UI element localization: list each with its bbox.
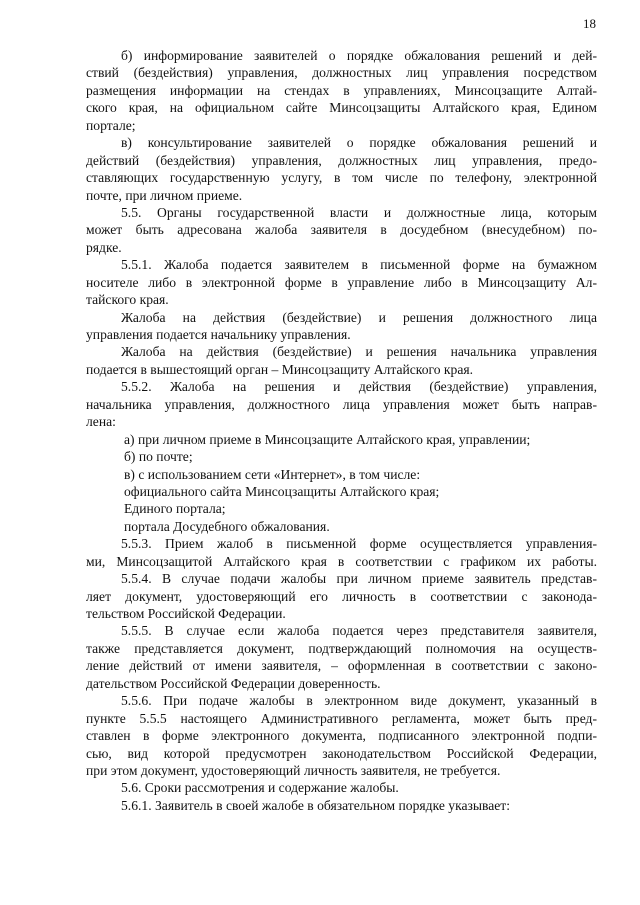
- text-line: портала Досудебного обжалования.: [124, 518, 330, 534]
- text-line: 5.5. Органы государственной власти и должностные лица, которым: [121, 204, 597, 220]
- text-line: 5.5.5. В случае если жалоба подается через представителя заявителя,: [121, 623, 597, 639]
- text-line: сью, вид которой предусмотрен законодательством Российской Федерации,: [86, 745, 597, 761]
- text-line: ствий (бездействия) управления, должностных лиц управления посредством: [86, 65, 597, 81]
- text-line: б) по почте;: [124, 449, 193, 465]
- text-line: рядке.: [86, 239, 122, 255]
- text-line: ставлен в форме электронного документа, подписанного электронной подпи-: [86, 728, 597, 744]
- text-line: лена:: [86, 414, 116, 430]
- text-line: ми, Минсоцзащитой Алтайского края в соответствии с графиком их работы.: [86, 553, 597, 569]
- text-line: также представляется документ, подтверждающий полномочия на осуществ-: [86, 640, 597, 656]
- text-line: пункте 5.5.5 настоящего Административного регламента, может быть пред-: [86, 710, 597, 726]
- text-line: Жалоба на действия (бездействие) и решения начальника управления: [121, 344, 597, 360]
- text-line: подается в вышестоящий орган – Минсоцзащиту Алтайского края.: [86, 361, 474, 377]
- text-line: дательством Российской Федерации доверенность.: [86, 675, 381, 691]
- text-line: размещения информации на стендах в управлениях, Минсоцзащите Алтай-: [86, 82, 597, 98]
- text-line: начальника управления, должностного лица управления может быть направ-: [86, 396, 597, 412]
- text-line: в) с использованием сети «Интернет», в том числе:: [124, 466, 421, 482]
- text-line: 5.6. Сроки рассмотрения и содержание жалобы.: [121, 780, 399, 796]
- text-line: действий (бездействия) управления, должностных лиц управления, предо-: [86, 152, 597, 168]
- text-line: 5.5.1. Жалоба подается заявителем в письменной форме на бумажном: [121, 257, 597, 273]
- text-line: почте, при личном приеме.: [86, 187, 243, 203]
- text-line: в) консультирование заявителей о порядке обжалования решений и: [121, 135, 597, 151]
- text-line: ление действий от имени заявителя, – оформленная в соответствии с законо-: [86, 658, 597, 674]
- text-line: при этом документ, удостоверяющий личность заявителя, не требуется.: [86, 762, 501, 778]
- text-line: портале;: [86, 117, 136, 133]
- text-line: тельством Российской Федерации.: [86, 606, 286, 621]
- text-line: ставляющих государственную услугу, в том числе по телефону, электронной: [86, 170, 597, 186]
- text-line: 5.5.2. Жалоба на решения и действия (бездействие) управления,: [121, 379, 597, 395]
- text-line: ляет документ, удостоверяющий его личность в соответствии с законода-: [86, 588, 597, 604]
- text-line: Единого портала;: [124, 501, 226, 517]
- text-line: носителе либо в электронной форме в управление либо в Минсоцзащиту Ал-: [86, 274, 597, 290]
- document-body: [86, 47, 597, 814]
- text-line: 5.5.6. При подаче жалобы в электронном виде документ, указанный в: [121, 693, 597, 709]
- text-line: тайского края.: [86, 292, 169, 308]
- text-line: управления подается начальнику управления.: [86, 327, 351, 342]
- text-line: 5.5.3. Прием жалоб в письменной форме осуществляется управления-: [121, 536, 597, 552]
- text-line: а) при личном приеме в Минсоцзащите Алтайского края, управлении;: [124, 431, 531, 447]
- text-line: официального сайта Минсоцзащиты Алтайского края;: [124, 483, 440, 499]
- text-line: может быть адресована жалоба заявителя в досудебном (внесудебном) по-: [86, 222, 597, 238]
- text-line: 5.5.4. В случае подачи жалобы при личном приеме заявитель представ-: [121, 571, 597, 587]
- page-number: 18: [583, 16, 596, 31]
- text-line: ского края, на официальном сайте Минсоцзащиты Алтайского края, Едином: [86, 100, 597, 116]
- text-line: Жалоба на действия (бездействие) и решения должностного лица: [121, 309, 597, 325]
- text-line: б) информирование заявителей о порядке обжалования решений и дей-: [121, 48, 597, 63]
- text-line: 5.6.1. Заявитель в своей жалобе в обязательном порядке указывает:: [121, 797, 511, 813]
